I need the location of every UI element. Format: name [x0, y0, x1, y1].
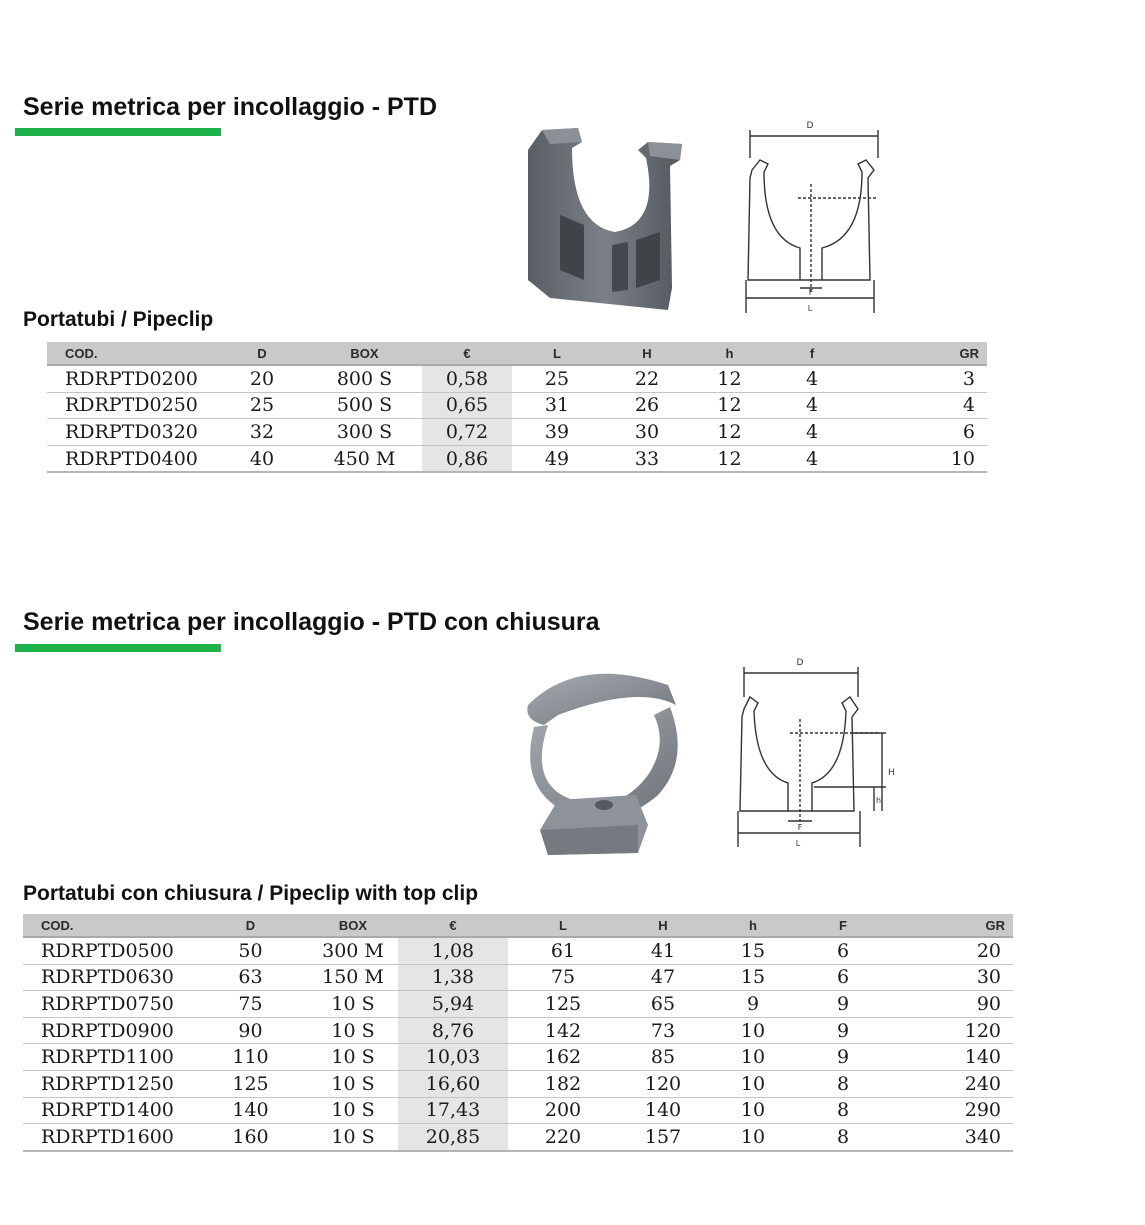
cell-l: 49	[512, 445, 602, 472]
cell-l: 220	[508, 1124, 618, 1151]
col-header-box: BOX	[307, 342, 422, 365]
dimension-label-f: F	[808, 288, 814, 297]
cell-box: 10 S	[308, 1017, 398, 1044]
col-header-h-upper: H	[618, 914, 708, 937]
col-header-code: COD.	[23, 914, 193, 937]
col-header-box: BOX	[308, 914, 398, 937]
cell-f: 6	[798, 937, 888, 964]
cell-d: 140	[193, 1097, 308, 1124]
cell-price: 1,08	[398, 937, 508, 964]
cell-f: 9	[798, 991, 888, 1018]
col-header-d: D	[217, 342, 307, 365]
col-header-h-upper: H	[602, 342, 692, 365]
cell-l: 25	[512, 365, 602, 392]
cell-weight: 120	[888, 1017, 1013, 1044]
cell-f: 9	[798, 1044, 888, 1071]
dimension-label-h-lower: h	[876, 796, 882, 805]
cell-f: 4	[767, 445, 857, 472]
cell-code: RDRPTD0400	[47, 445, 217, 472]
cell-weight: 90	[888, 991, 1013, 1018]
cell-code: RDRPTD0630	[23, 964, 193, 991]
cell-h-upper: 157	[618, 1124, 708, 1151]
cell-f: 4	[767, 365, 857, 392]
cell-h-upper: 73	[618, 1017, 708, 1044]
cell-d: 110	[193, 1044, 308, 1071]
cell-f: 6	[798, 964, 888, 991]
cell-d: 25	[217, 392, 307, 419]
col-header-price: €	[422, 342, 512, 365]
cell-l: 61	[508, 937, 618, 964]
cell-weight: 20	[888, 937, 1013, 964]
col-header-d: D	[193, 914, 308, 937]
cell-h-lower: 12	[692, 365, 767, 392]
cell-h-lower: 10	[708, 1097, 798, 1124]
table-row	[47, 365, 987, 392]
cell-h-upper: 47	[618, 964, 708, 991]
dimension-label-d: D	[796, 658, 804, 668]
cell-f: 4	[767, 392, 857, 419]
cell-f: 9	[798, 1017, 888, 1044]
table-row	[47, 392, 987, 419]
cell-weight: 6	[857, 419, 987, 446]
cell-price: 0,65	[422, 392, 512, 419]
col-header-l: L	[508, 914, 618, 937]
cell-l: 182	[508, 1070, 618, 1097]
cell-l: 125	[508, 991, 618, 1018]
cell-weight: 140	[888, 1044, 1013, 1071]
cell-price: 17,43	[398, 1097, 508, 1124]
cell-h-lower: 12	[692, 419, 767, 446]
cell-h-upper: 85	[618, 1044, 708, 1071]
cell-box: 10 S	[308, 1070, 398, 1097]
spec-table-ptd	[47, 342, 987, 473]
col-header-price: €	[398, 914, 508, 937]
cell-price: 1,38	[398, 964, 508, 991]
cell-box: 450 M	[307, 445, 422, 472]
cell-d: 50	[193, 937, 308, 964]
col-header-code: COD.	[47, 342, 217, 365]
table-row	[23, 1044, 1013, 1071]
cell-box: 10 S	[308, 1124, 398, 1151]
col-header-weight: GR	[888, 914, 1013, 937]
table-subtitle-pipeclip: Portatubi / Pipeclip	[23, 308, 214, 331]
section-title-ptd: Serie metrica per incollaggio - PTD	[23, 93, 438, 121]
cell-h-lower: 10	[708, 1044, 798, 1071]
cell-weight: 290	[888, 1097, 1013, 1124]
cell-price: 0,86	[422, 445, 512, 472]
table-row	[23, 1097, 1013, 1124]
cell-f: 8	[798, 1097, 888, 1124]
pipe-clip-photo	[520, 120, 700, 315]
cell-box: 150 M	[308, 964, 398, 991]
table-row	[23, 937, 1013, 964]
cell-box: 10 S	[308, 991, 398, 1018]
cell-d: 75	[193, 991, 308, 1018]
cell-box: 500 S	[307, 392, 422, 419]
cell-weight: 4	[857, 392, 987, 419]
cell-d: 125	[193, 1070, 308, 1097]
cell-h-upper: 26	[602, 392, 692, 419]
cell-code: RDRPTD1250	[23, 1070, 193, 1097]
cell-weight: 30	[888, 964, 1013, 991]
table-row	[23, 1017, 1013, 1044]
cell-h-upper: 33	[602, 445, 692, 472]
cell-l: 39	[512, 419, 602, 446]
cell-weight: 10	[857, 445, 987, 472]
table-row	[47, 419, 987, 446]
green-accent-bar	[15, 644, 221, 652]
cell-code: RDRPTD1400	[23, 1097, 193, 1124]
table-row	[23, 1070, 1013, 1097]
table-row	[23, 1124, 1013, 1151]
cell-price: 0,72	[422, 419, 512, 446]
cell-price: 0,58	[422, 365, 512, 392]
cell-price: 10,03	[398, 1044, 508, 1071]
cell-code: RDRPTD0750	[23, 991, 193, 1018]
cell-h-upper: 41	[618, 937, 708, 964]
table-row	[23, 964, 1013, 991]
table-header-row	[47, 342, 987, 365]
cell-code: RDRPTD0320	[47, 419, 217, 446]
cell-h-upper: 120	[618, 1070, 708, 1097]
col-header-h-lower: h	[708, 914, 798, 937]
dimension-label-l: L	[795, 839, 801, 848]
section-title-ptd-con-chiusura: Serie metrica per incollaggio - PTD con chiusura	[23, 608, 600, 636]
cell-price: 8,76	[398, 1017, 508, 1044]
cell-price: 16,60	[398, 1070, 508, 1097]
cell-h-lower: 9	[708, 991, 798, 1018]
cell-h-upper: 22	[602, 365, 692, 392]
cell-f: 4	[767, 419, 857, 446]
cell-l: 31	[512, 392, 602, 419]
dimension-label-l: L	[807, 304, 813, 313]
cell-f: 8	[798, 1070, 888, 1097]
cell-h-lower: 10	[708, 1017, 798, 1044]
cell-box: 10 S	[308, 1097, 398, 1124]
table-row	[23, 991, 1013, 1018]
dimension-label-h-upper: H	[888, 768, 895, 778]
cell-d: 32	[217, 419, 307, 446]
cell-d: 40	[217, 445, 307, 472]
cell-h-upper: 30	[602, 419, 692, 446]
cell-h-lower: 15	[708, 964, 798, 991]
cell-code: RDRPTD1100	[23, 1044, 193, 1071]
cell-d: 63	[193, 964, 308, 991]
pipe-clip-with-top-clip-drawing	[730, 655, 895, 855]
spec-table-ptd-con-chiusura	[23, 914, 1013, 1152]
cell-l: 142	[508, 1017, 618, 1044]
cell-weight: 340	[888, 1124, 1013, 1151]
cell-box: 800 S	[307, 365, 422, 392]
cell-l: 162	[508, 1044, 618, 1071]
cell-d: 20	[217, 365, 307, 392]
cell-weight: 3	[857, 365, 987, 392]
cell-h-lower: 12	[692, 445, 767, 472]
cell-box: 300 M	[308, 937, 398, 964]
table-row	[47, 445, 987, 472]
dimension-label-d: D	[806, 121, 814, 131]
cell-price: 20,85	[398, 1124, 508, 1151]
pipe-clip-with-top-clip-photo	[518, 665, 690, 860]
col-header-f: F	[798, 914, 888, 937]
cell-code: RDRPTD0500	[23, 937, 193, 964]
cell-l: 200	[508, 1097, 618, 1124]
cell-d: 90	[193, 1017, 308, 1044]
cell-h-lower: 10	[708, 1124, 798, 1151]
table-header-row	[23, 914, 1013, 937]
dimension-label-f: F	[797, 823, 803, 832]
col-header-h-lower: h	[692, 342, 767, 365]
cell-h-upper: 65	[618, 991, 708, 1018]
cell-d: 160	[193, 1124, 308, 1151]
col-header-weight: GR	[857, 342, 987, 365]
col-header-l: L	[512, 342, 602, 365]
cell-code: RDRPTD0900	[23, 1017, 193, 1044]
cell-h-lower: 10	[708, 1070, 798, 1097]
cell-code: RDRPTD0200	[47, 365, 217, 392]
cell-l: 75	[508, 964, 618, 991]
cell-h-lower: 15	[708, 937, 798, 964]
table-subtitle-pipeclip-top-clip: Portatubi con chiusura / Pipeclip with top clip	[23, 882, 479, 905]
cell-price: 5,94	[398, 991, 508, 1018]
col-header-f: f	[767, 342, 857, 365]
cell-h-lower: 12	[692, 392, 767, 419]
green-accent-bar	[15, 128, 221, 136]
cell-h-upper: 140	[618, 1097, 708, 1124]
cell-box: 10 S	[308, 1044, 398, 1071]
cell-code: RDRPTD1600	[23, 1124, 193, 1151]
cell-box: 300 S	[307, 419, 422, 446]
cell-code: RDRPTD0250	[47, 392, 217, 419]
cell-weight: 240	[888, 1070, 1013, 1097]
cell-f: 8	[798, 1124, 888, 1151]
pipe-clip-drawing	[738, 118, 888, 318]
